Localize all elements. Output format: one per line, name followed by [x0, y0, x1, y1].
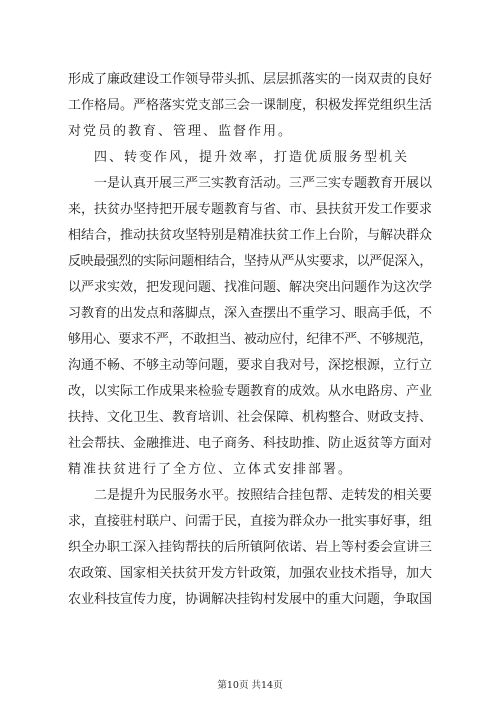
text-line-14: 扶持、文化卫生、教育培训、社会保障、机构整合、财政支持、 [68, 410, 432, 425]
text-line-17: 二是提升为民服务水平。按照结合挂包帮、走转发的相关要 [94, 488, 432, 503]
text-line-12: 沟通不畅、不够主动等问题，要求自我对号，深挖根源，立行立 [68, 358, 432, 373]
text-line-19: 织全办职工深入挂钩帮扶的后所镇阿依诺、岩上等村委会宣讲三 [68, 540, 432, 555]
text-line-11: 够用心、要求不严，不敢担当、被动应付，纪律不严、不够规范， [68, 332, 432, 347]
text-line-21: 农业科技宣传力度，协调解决挂钩村发展中的重大问题，争取国 [68, 592, 432, 607]
text-line-3: 对党员的教育、管理、监督作用。 [68, 124, 294, 139]
page-number-footer: 第10页 共14页 [217, 680, 283, 691]
text-line-16: 精准扶贫进行了全方位、立体式安排部署。 [68, 462, 354, 477]
text-line-5: 一是认真开展三严三实教育活动。三严三实专题教育开展以 [94, 176, 432, 191]
text-line-8: 反映最强烈的实际问题相结合，坚持从严从实要求，以严促深入， [68, 254, 432, 269]
text-line-1: 形成了廉政建设工作领导带头抓、层层抓落实的一岗双责的良好 [68, 72, 432, 87]
text-line-7: 相结合，推动扶贫攻坚特别是精准扶贫工作上台阶，与解决群众 [68, 228, 432, 243]
text-line-18: 求，直接驻村联户、问需于民，直接为群众办一批实事好事，组 [68, 514, 432, 529]
text-line-10: 习教育的出发点和落脚点，深入查摆出不重学习、眼高手低，不 [68, 306, 432, 321]
text-line-6: 来，扶贫办坚持把开展专题教育与省、市、县扶贫开发工作要求 [68, 202, 432, 217]
section-heading: 四、转变作风，提升效率，打造优质服务型机关 [94, 150, 410, 165]
text-line-20: 农政策、国家相关扶贫开发方针政策，加强农业技术指导，加大 [68, 566, 432, 581]
text-line-13: 改，以实际工作成果来检验专题教育的成效。从水电路房、产业 [68, 384, 432, 399]
text-line-15: 社会帮扶、金融推进、电子商务、科技助推、防止返贫等方面对 [68, 436, 432, 451]
text-line-9: 以严求实效，把发现问题、找准问题、解决突出问题作为这次学 [68, 280, 432, 295]
text-line-2: 工作格局。严格落实党支部三会一课制度，积极发挥党组织生活 [68, 98, 432, 113]
